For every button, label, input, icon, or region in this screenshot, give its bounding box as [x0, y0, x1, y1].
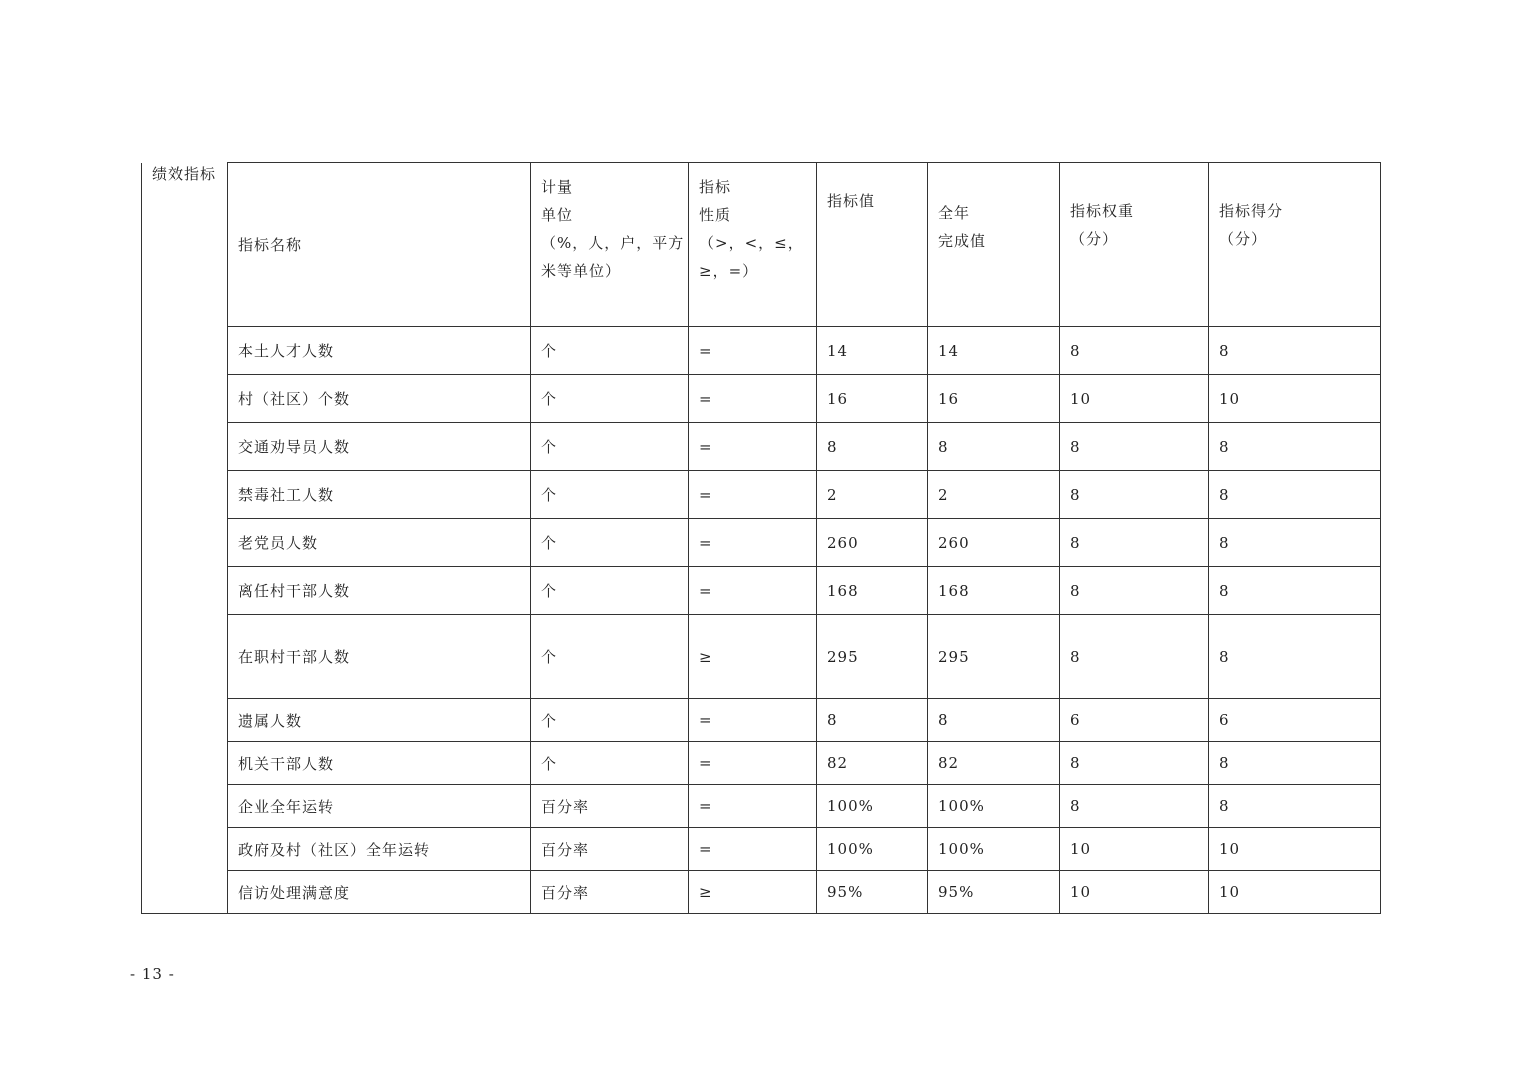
table-row [142, 871, 1381, 914]
cell-weight: 8 [1060, 615, 1209, 699]
cell-unit: 个 [531, 615, 689, 699]
cell-score: 8 [1209, 519, 1381, 567]
cell-actual: 16 [928, 375, 1060, 423]
cell-actual: 260 [928, 519, 1060, 567]
cell-score: 8 [1209, 567, 1381, 615]
cell-nature: ≥ [689, 871, 817, 914]
cell-unit: 个 [531, 327, 689, 375]
table-row [142, 375, 1381, 423]
cell-name: 离任村干部人数 [228, 567, 531, 615]
cell-name: 遗属人数 [228, 699, 531, 742]
cell-nature: = [689, 375, 817, 423]
cell-target: 8 [817, 699, 928, 742]
header-actual: 全年 完成值 [928, 163, 1060, 327]
cell-name: 政府及村（社区）全年运转 [228, 828, 531, 871]
cell-target: 8 [817, 423, 928, 471]
cell-nature: = [689, 828, 817, 871]
cell-unit: 个 [531, 699, 689, 742]
cell-target: 260 [817, 519, 928, 567]
cell-weight: 8 [1060, 471, 1209, 519]
cell-nature: = [689, 699, 817, 742]
cell-nature: = [689, 742, 817, 785]
cell-weight: 8 [1060, 567, 1209, 615]
cell-nature: ≥ [689, 615, 817, 699]
cell-unit: 百分率 [531, 785, 689, 828]
cell-actual: 8 [928, 423, 1060, 471]
cell-unit: 个 [531, 519, 689, 567]
header-row [142, 163, 1381, 327]
cell-weight: 8 [1060, 742, 1209, 785]
cell-nature: = [689, 567, 817, 615]
cell-name: 企业全年运转 [228, 785, 531, 828]
cell-weight: 8 [1060, 423, 1209, 471]
section-label-cell [142, 163, 228, 914]
cell-name: 禁毒社工人数 [228, 471, 531, 519]
cell-actual: 100% [928, 828, 1060, 871]
cell-nature: = [689, 785, 817, 828]
cell-unit: 百分率 [531, 871, 689, 914]
cell-score: 6 [1209, 699, 1381, 742]
section-label: 绩效指标 [152, 164, 217, 183]
cell-name: 村（社区）个数 [228, 375, 531, 423]
cell-nature: = [689, 471, 817, 519]
table-row [142, 615, 1381, 699]
table-row [142, 327, 1381, 375]
table-row [142, 567, 1381, 615]
cell-name: 信访处理满意度 [228, 871, 531, 914]
table-row [142, 471, 1381, 519]
cell-score: 10 [1209, 828, 1381, 871]
cell-nature: = [689, 327, 817, 375]
header-weight: 指标权重 （分） [1060, 163, 1209, 327]
header-unit: 计量 单位 （%，人，户，平方 米等单位） [531, 163, 689, 327]
table-row [142, 699, 1381, 742]
page-number: - 13 - [130, 965, 175, 983]
cell-score: 8 [1209, 423, 1381, 471]
cell-actual: 2 [928, 471, 1060, 519]
cell-score: 8 [1209, 615, 1381, 699]
cell-actual: 168 [928, 567, 1060, 615]
table-row [142, 828, 1381, 871]
cell-name: 本土人才人数 [228, 327, 531, 375]
cell-target: 295 [817, 615, 928, 699]
cell-nature: = [689, 423, 817, 471]
cell-unit: 个 [531, 742, 689, 785]
cell-target: 16 [817, 375, 928, 423]
table-row [142, 742, 1381, 785]
cell-weight: 8 [1060, 327, 1209, 375]
cell-score: 8 [1209, 471, 1381, 519]
cell-nature: = [689, 519, 817, 567]
header-name: 指标名称 [228, 163, 531, 327]
header-nature: 指标 性质 （>，<，≤， ≥，=） [689, 163, 817, 327]
header-score: 指标得分 （分） [1209, 163, 1381, 327]
cell-unit: 个 [531, 375, 689, 423]
cell-target: 100% [817, 785, 928, 828]
table-row [142, 423, 1381, 471]
cell-actual: 95% [928, 871, 1060, 914]
cell-weight: 8 [1060, 519, 1209, 567]
cell-unit: 个 [531, 567, 689, 615]
cell-target: 95% [817, 871, 928, 914]
cell-target: 2 [817, 471, 928, 519]
cell-weight: 10 [1060, 828, 1209, 871]
cell-score: 10 [1209, 871, 1381, 914]
cell-name: 机关干部人数 [228, 742, 531, 785]
cell-unit: 个 [531, 471, 689, 519]
cell-score: 8 [1209, 742, 1381, 785]
header-target: 指标值 [817, 163, 928, 327]
cell-actual: 100% [928, 785, 1060, 828]
cell-unit: 个 [531, 423, 689, 471]
cell-name: 老党员人数 [228, 519, 531, 567]
performance-indicator-table [141, 162, 1381, 914]
cell-target: 14 [817, 327, 928, 375]
cell-score: 8 [1209, 785, 1381, 828]
cell-weight: 10 [1060, 871, 1209, 914]
cell-actual: 14 [928, 327, 1060, 375]
cell-actual: 295 [928, 615, 1060, 699]
cell-target: 100% [817, 828, 928, 871]
cell-weight: 10 [1060, 375, 1209, 423]
cell-target: 82 [817, 742, 928, 785]
cell-score: 10 [1209, 375, 1381, 423]
cell-weight: 6 [1060, 699, 1209, 742]
cell-actual: 8 [928, 699, 1060, 742]
cell-target: 168 [817, 567, 928, 615]
cell-actual: 82 [928, 742, 1060, 785]
cell-name: 在职村干部人数 [228, 615, 531, 699]
cell-score: 8 [1209, 327, 1381, 375]
cell-name: 交通劝导员人数 [228, 423, 531, 471]
cell-weight: 8 [1060, 785, 1209, 828]
table-row [142, 785, 1381, 828]
table-row [142, 519, 1381, 567]
cell-unit: 百分率 [531, 828, 689, 871]
